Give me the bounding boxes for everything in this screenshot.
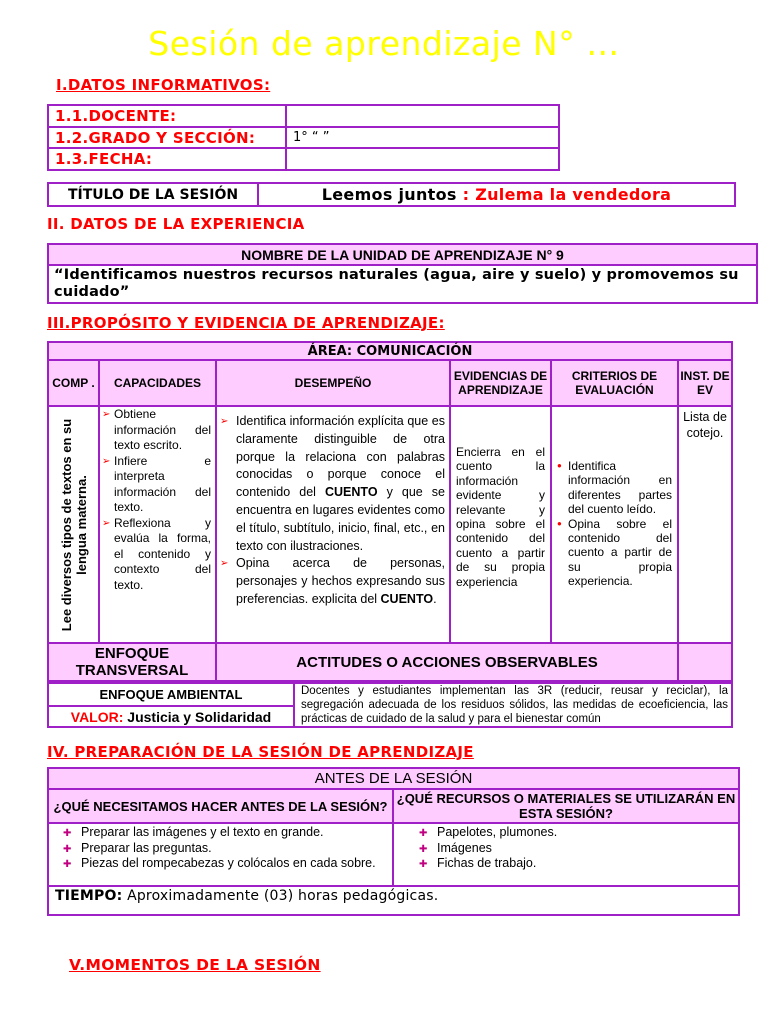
list-item: ✚ Preparar las preguntas. [61, 841, 392, 857]
capacidades-header: CAPACIDADES [99, 360, 216, 406]
list-item: ➢ Infiere e interpreta información del texto. [102, 454, 211, 516]
tiempo-cell [48, 886, 739, 915]
list-item: ● Identifica información en diferentes partes del cuento leído. [556, 459, 672, 517]
list-item: ● Opina sobre el contenido del cuento a partir de su propia experiencia. [556, 517, 672, 589]
comp-header: COMP . [48, 360, 99, 406]
desempeno-1-bold: CUENTO [324, 485, 378, 500]
section-4-heading: IV. PREPARACIÓN DE LA SESIÓN DE APRENDIZAJE [47, 743, 474, 761]
list-item: ➢ Reflexiona y evalúa la forma, el contenido y contexto del texto. [102, 516, 211, 594]
criterios-cell [551, 406, 678, 643]
list-item [220, 555, 445, 608]
enfoque-ambiental-table [47, 682, 733, 728]
desempeno-1-text-end: y que se encuentra en lugares evidentes como el título, subtítulo, inicio, final, etc., en texto con ilustraciones. [236, 485, 445, 553]
datos-informativos-table [47, 104, 560, 171]
unidad-table [47, 243, 758, 304]
area-header: ÁREA: COMUNICACIÓN [48, 342, 732, 360]
session-title-table [47, 182, 736, 207]
criterios-list [556, 459, 672, 589]
valor-label: VALOR: [70, 708, 124, 725]
antes-header: ANTES DE LA SESIÓN [48, 768, 739, 789]
desempeno-cell [216, 406, 450, 643]
desempeno-2-text: Opina acerca de personas, personajes y hechos expresando sus preferencias. explicita del [236, 556, 445, 606]
q1-header: ¿QUÉ NECESITAMOS HACER ANTES DE LA SESIÓN? [48, 789, 393, 823]
session-title-black: Leemos juntos [321, 185, 457, 204]
grado-label: 1.2.GRADO Y SECCIÓN: [48, 127, 286, 148]
tiempo-label: TIEMPO: [55, 888, 123, 904]
list-item: ✚ Papelotes, plumones. [417, 825, 738, 841]
docente-value [286, 105, 559, 127]
q2-header: ¿QUÉ RECURSOS O MATERIALES SE UTILIZARÁN EN ESTA SESIÓN? [393, 789, 739, 823]
unit-text: “Identificamos nuestros recursos naturales (agua, aire y suelo) y promovemos su cuidado” [48, 265, 757, 303]
fecha-label: 1.3.FECHA: [48, 148, 286, 170]
docente-label: 1.1.DOCENTE: [48, 105, 286, 127]
section-2-heading: II. DATOS DE LA EXPERIENCIA [47, 215, 305, 233]
proposito-table [47, 341, 733, 682]
section-5-heading: V.MOMENTOS DE LA SESIÓN [69, 956, 321, 974]
desempeno-1-text: Identifica información explícita que es claramente distinguible de otra porque la relaciona con palabras conocidas o porque conoce el contenido del [236, 414, 445, 500]
desempeno-header: DESEMPEÑO [216, 360, 450, 406]
valor-text: Justicia y Solidaridad [123, 708, 272, 725]
enfoque-ambiental-text: Docentes y estudiantes implementan las 3R (reducir, reusar y reciclar), la segregación adecuada de los residuos sólidos, las medidas de ecoeficiencia, las prácticas de cuidado de la salud y para el bienestar común [294, 683, 732, 727]
acciones-cell [48, 823, 393, 886]
evidencias-header: EVIDENCIAS DE APRENDIZAJE [450, 360, 551, 406]
session-title-value [258, 183, 735, 206]
recursos-list [417, 825, 738, 872]
evidencias-cell: Encierra en el cuento la información evidente y relevante y opina sobre el contenido del cuento a partir de su propia experiencia [450, 406, 551, 643]
competencia-line-2: lengua materna. [73, 474, 89, 575]
empty-header-cell [678, 643, 732, 681]
inst-header: INST. DE EV [678, 360, 732, 406]
list-item [220, 413, 445, 555]
tiempo-text: Aproximadamente (03) horas pedagógicas. [122, 888, 439, 904]
competencia-line-1: Lee diversos tipos de textos en su [58, 418, 74, 631]
actitudes-header: ACTITUDES O ACCIONES OBSERVABLES [216, 643, 678, 681]
desempeno-2-bold: CUENTO [380, 591, 434, 606]
criterios-header: CRITERIOS DE EVALUACIÓN [551, 360, 678, 406]
enfoque-transversal-header: ENFOQUE TRANSVERSAL [48, 643, 216, 681]
desempeno-list [220, 413, 445, 609]
fecha-value [286, 148, 559, 170]
acciones-list [61, 825, 392, 872]
grado-value: 1° “ ” [286, 127, 559, 148]
section-3-heading: III.PROPÓSITO Y EVIDENCIA DE APRENDIZAJE: [47, 314, 445, 332]
competencia-text [59, 418, 89, 630]
desempeno-2-text-end: . [433, 591, 437, 606]
section-1-heading: I.DATOS INFORMATIVOS: [56, 76, 271, 94]
list-item: ✚ Preparar las imágenes y el texto en grande. [61, 825, 392, 841]
recursos-cell [393, 823, 739, 886]
preparacion-table [47, 767, 740, 916]
instrumento-cell: Lista de cotejo. [678, 406, 732, 643]
list-item: ➢ Obtiene información del texto escrito. [102, 407, 211, 454]
list-item: ✚ Fichas de trabajo. [417, 856, 738, 872]
enfoque-ambiental-label: ENFOQUE AMBIENTAL [48, 683, 294, 706]
page-title: Sesión de aprendizaje N° … [148, 24, 620, 63]
session-title-red: : Zulema la vendedora [456, 185, 672, 204]
capacidades-cell [99, 406, 216, 643]
list-item: ✚ Piezas del rompecabezas y colócalos en cada sobre. [61, 856, 392, 872]
capacidades-list [102, 407, 211, 593]
list-item: ✚ Imágenes [417, 841, 738, 857]
unit-header: NOMBRE DE LA UNIDAD DE APRENDIZAJE N° 9 [48, 244, 757, 265]
valor-cell [48, 706, 294, 727]
competencia-cell [48, 406, 99, 643]
session-title-label: TÍTULO DE LA SESIÓN [48, 183, 258, 206]
